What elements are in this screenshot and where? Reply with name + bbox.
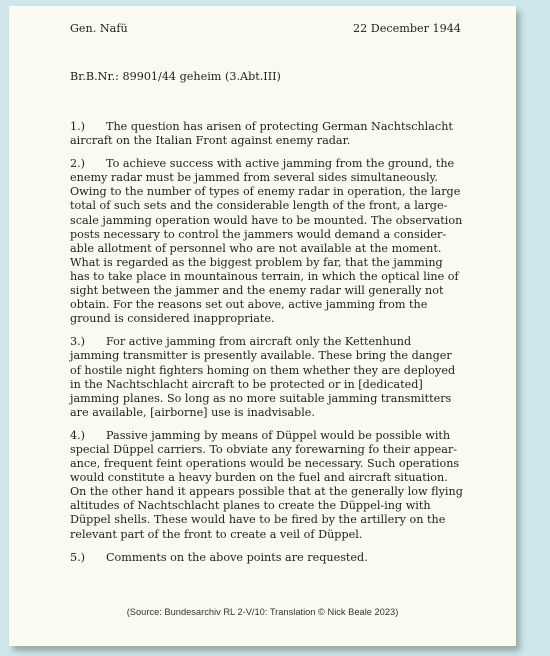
line-text: Comments on the above points are requested. <box>106 550 368 564</box>
line-text: enemy radar must be jammed from several sides simultaneously. <box>70 171 438 185</box>
line-text: jamming transmitter is presently available. These bring the danger <box>70 349 452 363</box>
paragraph-line <box>70 228 470 242</box>
paragraph-line <box>70 157 470 171</box>
paragraph-line <box>70 392 470 406</box>
paragraph-line <box>70 499 470 513</box>
line-text: Owing to the number of types of enemy radar in operation, the large <box>70 185 461 199</box>
letter-header <box>70 22 461 35</box>
paragraph-number: 4.) <box>70 428 86 442</box>
line-text: altitudes of Nachtschlacht planes to create the Düppel-ing with <box>70 499 431 513</box>
paragraph-line <box>70 214 470 228</box>
paragraph-line <box>70 406 470 420</box>
letter-body <box>70 120 470 574</box>
paragraph-number: 5.) <box>70 550 86 564</box>
date: 22 December 1944 <box>352 22 461 35</box>
paragraph-line <box>70 485 470 499</box>
line-text: obtain. For the reasons set out above, active jamming from the <box>70 298 428 312</box>
paragraph <box>70 335 470 420</box>
paragraph-line <box>70 378 470 392</box>
line-text: For active jamming from aircraft only the Kettenhund <box>106 335 412 349</box>
line-text: are available, [airborne] use is inadvisable. <box>70 405 315 419</box>
paragraph-line <box>70 134 470 148</box>
paragraph-line <box>70 298 470 312</box>
paragraph-line <box>70 171 470 185</box>
paragraph-line <box>70 199 470 213</box>
paragraph <box>70 551 470 565</box>
line-text: On the other hand it appears possible that at the generally low flying <box>70 485 463 499</box>
paragraph-line <box>70 471 470 485</box>
line-text: has to take place in mountainous terrain, in which the optical line of <box>70 269 459 283</box>
paragraph-line <box>70 364 470 378</box>
paragraph-number: 3.) <box>70 335 86 349</box>
paragraph-line <box>70 349 470 363</box>
line-text: The question has arisen of protecting German Nachtschlacht <box>106 120 453 133</box>
paragraph-line <box>70 270 470 284</box>
sender: Gen. Nafü <box>70 22 128 35</box>
line-text: Passive jamming by means of Düppel would be possible with <box>106 428 451 442</box>
line-text: of hostile night fighters homing on them whether they are deployed <box>70 363 456 377</box>
document-page <box>9 6 516 646</box>
line-text: would constitute a heavy burden on the fuel and aircraft situation. <box>70 471 448 485</box>
line-text: posts necessary to control the jammers would demand a consider- <box>70 227 447 241</box>
paragraph-line <box>70 528 470 542</box>
paragraph-number: 2.) <box>70 157 86 171</box>
paragraph-line <box>70 242 470 256</box>
paragraph-line <box>70 335 470 349</box>
paragraph-line <box>70 429 470 443</box>
line-text: ground is considered inappropriate. <box>70 312 275 326</box>
paragraph-line <box>70 312 470 326</box>
paragraph-line <box>70 551 470 565</box>
source-credit: (Source: Bundesarchiv RL 2-V/10: Translation © Nick Beale 2023) <box>126 607 399 617</box>
paragraph-line <box>70 513 470 527</box>
line-text: in the Nachtschlacht aircraft to be protected or in [dedicated] <box>70 377 423 391</box>
paragraph <box>70 429 470 542</box>
line-text: able allotment of personnel who are not available at the moment. <box>70 241 442 255</box>
paragraph-line <box>70 120 470 134</box>
paragraph-line <box>70 185 470 199</box>
line-text: relevant part of the front to create a veil of Düppel. <box>70 527 363 541</box>
paragraph-line <box>70 256 470 270</box>
line-text: jamming planes. So long as no more suitable jamming transmitters <box>70 391 452 405</box>
line-text: Düppel shells. These would have to be fired by the artillery on the <box>70 513 446 527</box>
paragraph <box>70 157 470 326</box>
paragraph-number: 1.) <box>70 120 86 133</box>
line-text: ance, frequent feint operations would be necessary. Such operations <box>70 457 460 471</box>
paragraph-line <box>70 443 470 457</box>
line-text: To achieve success with active jamming from the ground, the <box>106 157 455 171</box>
line-text: total of such sets and the considerable length of the front, a large- <box>70 199 448 213</box>
paragraph <box>70 120 470 148</box>
paragraph-line <box>70 284 470 298</box>
line-text: scale jamming operation would have to be mounted. The observation <box>70 213 463 227</box>
line-text: special Düppel carriers. To obviate any forewarning fo their appear- <box>70 442 458 456</box>
line-text: What is regarded as the biggest problem by far, that the jamming <box>70 255 443 269</box>
paragraph-line <box>70 457 470 471</box>
line-text: aircraft on the Italian Front against enemy radar. <box>70 134 351 148</box>
reference-number: Br.B.Nr.: 89901/44 geheim (3.Abt.III) <box>70 70 281 83</box>
line-text: sight between the jammer and the enemy radar will generally not <box>70 284 444 298</box>
